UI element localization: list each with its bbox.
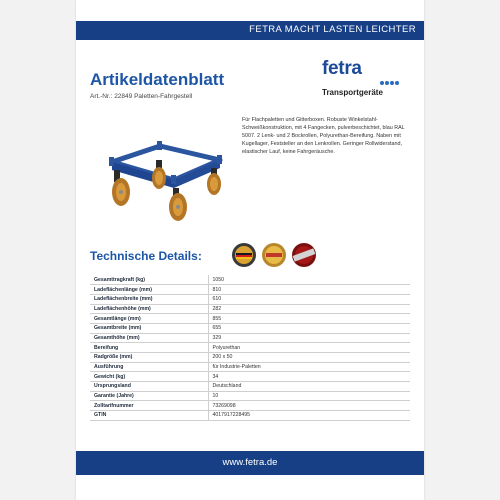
table-row	[90, 323, 410, 333]
spec-label: Gesamtbreite (mm)	[90, 323, 208, 333]
table-row	[90, 343, 410, 353]
logo-subtitle: Transportgeräte	[322, 88, 383, 97]
table-row	[90, 391, 410, 401]
totalstop-seal-icon	[292, 243, 316, 267]
table-row	[90, 285, 410, 295]
spec-label: Bereifung	[90, 343, 208, 353]
table-row	[90, 333, 410, 343]
spec-value: 329	[208, 333, 410, 343]
spec-label: Ausführung	[90, 362, 208, 372]
table-row	[90, 294, 410, 304]
spec-value: 34	[208, 372, 410, 382]
spec-label: Garantie (Jahre)	[90, 391, 208, 401]
table-row	[90, 372, 410, 382]
fetra-logo	[322, 58, 402, 102]
spec-label: Ladeflächenhöhe (mm)	[90, 304, 208, 314]
product-description: Für Flachpaletten und Gitterboxen. Robuste Winkelstahl-Schweißkonstruktion, mit 4 Fangecken, pulverbeschichtet, blau RAL 5007. 2 Lenk- und 2 Bockrollen, Polyurethan-Bereifung. Naben mit Kugellager, Feststeller an den Lenkrollen. Geringer Rollwiderstand, elastischer Lauf, keine Fahrgeräusche.	[242, 117, 405, 155]
spec-label: Ursprungsland	[90, 382, 208, 392]
spec-label: Gesamttragkraft (kg)	[90, 275, 208, 285]
table-row	[90, 401, 410, 411]
spec-value: 855	[208, 314, 410, 324]
spec-value: 200 x 50	[208, 353, 410, 363]
table-row	[90, 353, 410, 363]
top-banner	[76, 21, 424, 40]
logo-dots-icon	[380, 72, 400, 90]
technical-details-heading: Technische Details:	[90, 249, 202, 263]
spec-label: Radgröße (mm)	[90, 353, 208, 363]
spec-label: Gewicht (kg)	[90, 372, 208, 382]
logo-wordmark: fetra	[322, 58, 362, 79]
article-number	[90, 93, 192, 100]
spec-value: 10	[208, 391, 410, 401]
spec-label: Gesamthöhe (mm)	[90, 333, 208, 343]
banner-slogan: FETRA MACHT LASTEN LEICHTER	[249, 24, 416, 35]
footer-url[interactable]: www.fetra.de	[222, 457, 278, 468]
quality-seals	[230, 240, 320, 270]
spec-label: GTIN	[90, 411, 208, 421]
article-number-text: Art.-Nr.: 22849 Paletten-Fahrgestell	[90, 93, 193, 100]
spec-value: Polyurethan	[208, 343, 410, 353]
spec-value: 1050	[208, 275, 410, 285]
page-title: Artikeldatenblatt	[90, 70, 225, 89]
spec-label: Ladeflächenlänge (mm)	[90, 285, 208, 295]
quality-seal-icon	[232, 243, 256, 267]
table-row	[90, 314, 410, 324]
table-row	[90, 382, 410, 392]
table-row	[90, 275, 410, 285]
datasheet-page	[76, 0, 424, 500]
spec-value: Deutschland	[208, 382, 410, 392]
table-row	[90, 362, 410, 372]
spec-value: 610	[208, 294, 410, 304]
spec-value: 282	[208, 304, 410, 314]
table-row	[90, 411, 410, 421]
spec-label: Gesamtlänge (mm)	[90, 314, 208, 324]
spec-label: Ladeflächenbreite (mm)	[90, 294, 208, 304]
spec-value: 810	[208, 285, 410, 295]
spec-value: 4017917228495	[208, 411, 410, 421]
spec-table	[90, 275, 410, 421]
spec-label: Zolltarifnummer	[90, 401, 208, 411]
spec-value: für Industrie-Paletten	[208, 362, 410, 372]
spec-value: 655	[208, 323, 410, 333]
table-row	[90, 304, 410, 314]
spec-value: 73269098	[208, 401, 410, 411]
gold-seal-icon	[262, 243, 286, 267]
pallet-dolly-image	[90, 124, 230, 228]
footer-banner	[76, 451, 424, 475]
